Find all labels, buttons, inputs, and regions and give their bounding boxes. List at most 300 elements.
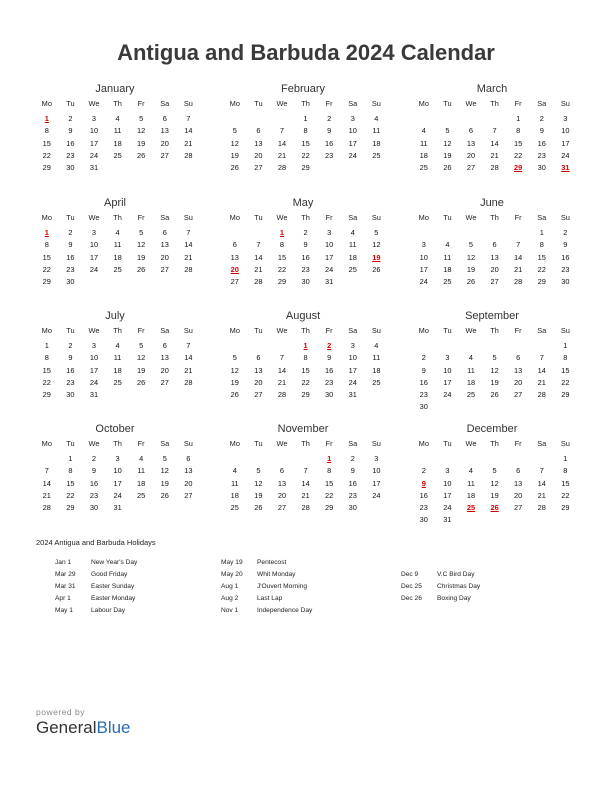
weekday-label: Tu bbox=[443, 326, 452, 335]
day-cell: 10 bbox=[325, 240, 334, 250]
day-cell: 4 bbox=[350, 228, 355, 238]
day-cell: 26 bbox=[230, 162, 239, 172]
day-cell: 21 bbox=[301, 490, 310, 500]
weekday-label: We bbox=[276, 439, 288, 448]
day-cell: 30 bbox=[301, 276, 310, 286]
empty-cell bbox=[35, 453, 59, 465]
day-cell: 10 bbox=[89, 353, 99, 363]
holiday-name: Whit Monday bbox=[257, 571, 296, 578]
day-cell: 19 bbox=[230, 377, 239, 387]
holiday-name: Boxing Day bbox=[437, 595, 471, 602]
day-cell: 28 bbox=[42, 502, 51, 512]
day-cell: 23 bbox=[419, 389, 428, 399]
day-cell: 21 bbox=[514, 264, 523, 274]
weekday-label: Su bbox=[560, 326, 570, 335]
day-cell: 31 bbox=[443, 515, 452, 525]
weekday-label: Su bbox=[183, 439, 193, 448]
day-cell: 12 bbox=[230, 138, 239, 148]
weekday-label: Su bbox=[183, 99, 193, 108]
weekday-label: Tu bbox=[66, 326, 75, 335]
day-cell: 21 bbox=[42, 490, 51, 500]
empty-cell bbox=[270, 453, 294, 465]
day-cell: 9 bbox=[68, 126, 73, 136]
day-cell: 19 bbox=[137, 138, 146, 148]
holiday-day: 19 bbox=[372, 252, 381, 262]
holiday-name: Pentecost bbox=[257, 559, 287, 566]
weekday-label: Mo bbox=[418, 326, 429, 335]
weekday-label: Th bbox=[301, 326, 310, 335]
day-cell: 10 bbox=[419, 252, 428, 262]
day-cell: 26 bbox=[254, 502, 263, 512]
weekday-header bbox=[223, 98, 382, 110]
day-cell: 16 bbox=[419, 377, 428, 387]
month-april bbox=[36, 196, 194, 288]
holiday-date: May 20 bbox=[221, 571, 243, 578]
day-cell: 16 bbox=[561, 252, 570, 262]
day-cell: 28 bbox=[254, 276, 263, 286]
empty-cell bbox=[412, 113, 436, 125]
day-cell: 12 bbox=[137, 353, 146, 363]
weekday-label: Sa bbox=[160, 326, 170, 335]
day-cell: 18 bbox=[372, 138, 381, 148]
day-cell: 8 bbox=[516, 126, 521, 136]
day-cell: 8 bbox=[44, 353, 49, 363]
day-cell: 5 bbox=[374, 228, 379, 238]
day-cell: 21 bbox=[184, 252, 193, 262]
day-cell: 21 bbox=[254, 264, 263, 274]
holiday-date: May 1 bbox=[55, 607, 73, 614]
day-cell: 20 bbox=[160, 138, 169, 148]
day-cell: 22 bbox=[301, 150, 310, 160]
holidays-title: 2024 Antigua and Barbuda Holidays bbox=[36, 538, 156, 547]
holiday-name: J'Ouvert Morning bbox=[257, 583, 307, 590]
weekday-header bbox=[223, 212, 382, 224]
day-cell: 27 bbox=[514, 389, 523, 399]
day-cell: 20 bbox=[466, 150, 476, 160]
day-cell: 6 bbox=[279, 466, 285, 476]
holiday-row bbox=[401, 557, 480, 569]
weekday-label: Sa bbox=[160, 213, 170, 222]
day-cell: 6 bbox=[162, 341, 167, 351]
holiday-row bbox=[55, 605, 137, 617]
day-cell: 3 bbox=[374, 454, 379, 464]
day-cell: 5 bbox=[492, 353, 497, 363]
weekday-label: Th bbox=[301, 99, 310, 108]
weekday-label: Su bbox=[183, 326, 193, 335]
weekday-label: Mo bbox=[418, 99, 429, 108]
weekday-label: Fr bbox=[325, 326, 333, 335]
empty-cell bbox=[270, 113, 294, 125]
day-cell: 8 bbox=[68, 466, 73, 476]
empty-cell bbox=[270, 340, 294, 352]
day-cell: 26 bbox=[372, 264, 381, 274]
month-name: August bbox=[285, 310, 321, 322]
weekday-header bbox=[35, 98, 194, 110]
day-cell: 11 bbox=[113, 353, 122, 363]
day-cell: 16 bbox=[537, 138, 546, 148]
day-cell: 17 bbox=[325, 252, 334, 262]
holiday-name: Easter Monday bbox=[91, 595, 136, 602]
day-cell: 21 bbox=[490, 150, 499, 160]
day-cell: 17 bbox=[443, 490, 452, 500]
day-cell: 14 bbox=[490, 138, 499, 148]
day-cell: 4 bbox=[139, 454, 144, 464]
day-cell: 10 bbox=[348, 126, 357, 136]
day-cell: 7 bbox=[492, 126, 497, 136]
day-cell: 19 bbox=[443, 150, 452, 160]
day-cell: 19 bbox=[490, 377, 499, 387]
day-cell: 21 bbox=[537, 377, 546, 387]
day-cell: 31 bbox=[89, 162, 99, 172]
day-cell: 7 bbox=[539, 353, 544, 363]
holiday-name: Independence Day bbox=[257, 607, 313, 614]
day-cell: 18 bbox=[419, 150, 428, 160]
day-grid bbox=[35, 113, 194, 174]
day-cell: 25 bbox=[137, 490, 146, 500]
weekday-label: Fr bbox=[325, 213, 333, 222]
holiday-day: 9 bbox=[421, 478, 426, 488]
day-cell: 8 bbox=[303, 126, 308, 136]
month-name: November bbox=[277, 423, 329, 435]
weekday-label: Sa bbox=[537, 99, 547, 108]
weekday-label: Fr bbox=[514, 326, 522, 335]
day-cell: 18 bbox=[443, 264, 452, 274]
day-cell: 23 bbox=[419, 502, 428, 512]
day-cell: 17 bbox=[89, 138, 99, 148]
day-cell: 1 bbox=[68, 454, 73, 464]
month-september bbox=[413, 309, 571, 413]
day-cell: 13 bbox=[160, 240, 169, 250]
brand-logo bbox=[36, 718, 131, 738]
day-cell: 15 bbox=[561, 478, 570, 488]
empty-cell bbox=[412, 227, 436, 239]
day-cell: 27 bbox=[184, 490, 193, 500]
month-name: September bbox=[465, 310, 519, 322]
day-cell: 17 bbox=[113, 478, 122, 488]
day-cell: 25 bbox=[372, 377, 381, 387]
day-cell: 6 bbox=[492, 240, 497, 250]
day-cell: 28 bbox=[184, 264, 193, 274]
day-cell: 26 bbox=[466, 276, 476, 286]
weekday-header bbox=[412, 438, 571, 450]
day-cell: 23 bbox=[89, 490, 99, 500]
day-cell: 4 bbox=[374, 341, 379, 351]
day-cell: 16 bbox=[325, 365, 334, 375]
weekday-header bbox=[35, 212, 194, 224]
empty-cell bbox=[247, 113, 271, 125]
empty-cell bbox=[459, 113, 483, 125]
day-cell: 20 bbox=[160, 252, 169, 262]
weekday-label: Tu bbox=[254, 439, 263, 448]
weekday-label: Fr bbox=[514, 99, 522, 108]
day-cell: 18 bbox=[348, 252, 357, 262]
holiday-row bbox=[221, 605, 312, 617]
day-cell: 26 bbox=[137, 264, 146, 274]
day-cell: 20 bbox=[490, 264, 499, 274]
day-cell: 27 bbox=[254, 389, 263, 399]
day-cell: 5 bbox=[492, 466, 497, 476]
day-cell: 2 bbox=[68, 114, 73, 124]
day-cell: 19 bbox=[160, 478, 169, 488]
day-cell: 16 bbox=[348, 478, 357, 488]
holiday-row bbox=[55, 557, 137, 569]
holiday-row bbox=[55, 593, 137, 605]
weekday-label: Su bbox=[560, 99, 570, 108]
holiday-row bbox=[401, 581, 480, 593]
weekday-header bbox=[223, 325, 382, 337]
day-cell: 13 bbox=[184, 466, 193, 476]
weekday-label: Sa bbox=[537, 439, 547, 448]
day-cell: 10 bbox=[372, 466, 381, 476]
day-cell: 20 bbox=[160, 365, 169, 375]
weekday-label: Tu bbox=[66, 439, 75, 448]
day-cell: 17 bbox=[443, 377, 452, 387]
day-cell: 22 bbox=[277, 264, 287, 274]
day-cell: 1 bbox=[303, 114, 308, 124]
day-cell: 25 bbox=[419, 162, 428, 172]
holiday-row bbox=[221, 569, 312, 581]
day-cell: 15 bbox=[325, 478, 334, 488]
day-cell: 22 bbox=[537, 264, 546, 274]
weekday-header bbox=[412, 212, 571, 224]
day-grid bbox=[223, 453, 382, 514]
day-cell: 21 bbox=[537, 490, 546, 500]
holiday-day: 1 bbox=[303, 341, 308, 351]
day-cell: 29 bbox=[325, 502, 334, 512]
day-cell: 24 bbox=[348, 377, 357, 387]
month-march bbox=[413, 82, 571, 174]
day-cell: 25 bbox=[348, 264, 357, 274]
day-cell: 25 bbox=[372, 150, 381, 160]
day-cell: 5 bbox=[445, 126, 450, 136]
weekday-label: Sa bbox=[348, 439, 358, 448]
day-cell: 16 bbox=[66, 365, 75, 375]
holiday-row bbox=[55, 581, 137, 593]
empty-cell bbox=[294, 453, 318, 465]
day-cell: 20 bbox=[184, 478, 193, 488]
day-grid bbox=[412, 340, 571, 413]
weekday-label: Fr bbox=[137, 326, 145, 335]
day-cell: 3 bbox=[421, 240, 426, 250]
day-cell: 12 bbox=[137, 240, 146, 250]
day-cell: 29 bbox=[42, 389, 51, 399]
day-cell: 9 bbox=[421, 365, 426, 375]
day-cell: 15 bbox=[301, 365, 310, 375]
day-cell: 13 bbox=[514, 478, 523, 488]
day-cell: 13 bbox=[230, 252, 239, 262]
empty-cell bbox=[247, 453, 271, 465]
day-cell: 14 bbox=[184, 126, 193, 136]
day-cell: 18 bbox=[230, 490, 239, 500]
day-cell: 15 bbox=[301, 138, 310, 148]
weekday-label: Sa bbox=[348, 326, 358, 335]
day-cell: 3 bbox=[327, 228, 332, 238]
day-cell: 28 bbox=[490, 162, 499, 172]
day-cell: 9 bbox=[68, 353, 73, 363]
weekday-label: Sa bbox=[348, 99, 358, 108]
empty-cell bbox=[412, 340, 436, 352]
day-cell: 23 bbox=[66, 150, 75, 160]
day-cell: 30 bbox=[537, 162, 546, 172]
day-cell: 6 bbox=[256, 126, 261, 136]
day-cell: 27 bbox=[160, 377, 169, 387]
day-cell: 15 bbox=[277, 252, 287, 262]
day-cell: 14 bbox=[184, 240, 193, 250]
holiday-row bbox=[401, 593, 480, 605]
day-cell: 26 bbox=[137, 150, 146, 160]
month-december bbox=[413, 422, 571, 526]
day-cell: 7 bbox=[186, 341, 191, 351]
day-cell: 25 bbox=[443, 276, 452, 286]
holiday-name: Good Friday bbox=[91, 571, 128, 578]
month-name: April bbox=[103, 197, 126, 209]
holiday-row bbox=[401, 569, 480, 581]
weekday-label: Fr bbox=[514, 213, 522, 222]
day-cell: 23 bbox=[66, 377, 75, 387]
day-cell: 15 bbox=[514, 138, 523, 148]
day-cell: 5 bbox=[232, 126, 237, 136]
day-cell: 6 bbox=[468, 126, 474, 136]
holiday-name: Labour Day bbox=[91, 607, 126, 614]
day-cell: 30 bbox=[66, 162, 75, 172]
day-grid bbox=[412, 453, 571, 526]
day-cell: 29 bbox=[561, 389, 570, 399]
weekday-label: Mo bbox=[229, 213, 240, 222]
weekday-label: We bbox=[465, 213, 477, 222]
empty-cell bbox=[483, 453, 507, 465]
empty-cell bbox=[436, 113, 460, 125]
empty-cell bbox=[459, 227, 483, 239]
day-cell: 30 bbox=[89, 502, 99, 512]
weekday-label: Th bbox=[490, 326, 499, 335]
day-cell: 24 bbox=[89, 377, 99, 387]
day-cell: 4 bbox=[374, 114, 379, 124]
day-cell: 22 bbox=[561, 377, 570, 387]
day-cell: 27 bbox=[514, 502, 523, 512]
holiday-column bbox=[55, 557, 137, 617]
day-cell: 24 bbox=[113, 490, 122, 500]
day-cell: 19 bbox=[137, 365, 146, 375]
brand-general: General bbox=[36, 718, 97, 737]
day-cell: 18 bbox=[113, 252, 122, 262]
empty-cell bbox=[506, 340, 530, 352]
day-cell: 8 bbox=[327, 466, 332, 476]
month-october bbox=[36, 422, 194, 514]
weekday-label: Mo bbox=[229, 99, 240, 108]
day-cell: 8 bbox=[303, 353, 308, 363]
day-cell: 4 bbox=[115, 114, 120, 124]
day-cell: 7 bbox=[186, 114, 191, 124]
day-cell: 4 bbox=[445, 240, 450, 250]
day-cell: 7 bbox=[44, 466, 49, 476]
day-cell: 5 bbox=[162, 454, 167, 464]
holiday-name: Christmas Day bbox=[437, 583, 481, 590]
day-cell: 12 bbox=[466, 252, 476, 262]
empty-cell bbox=[436, 453, 460, 465]
day-cell: 11 bbox=[348, 240, 357, 250]
holiday-date: Nov 1 bbox=[221, 607, 239, 614]
empty-cell bbox=[459, 340, 483, 352]
weekday-label: Fr bbox=[137, 439, 145, 448]
day-cell: 2 bbox=[539, 114, 544, 124]
day-cell: 29 bbox=[301, 162, 310, 172]
weekday-label: We bbox=[465, 439, 477, 448]
holiday-date: Jan 1 bbox=[55, 559, 72, 566]
weekday-header bbox=[223, 438, 382, 450]
empty-cell bbox=[506, 227, 530, 239]
weekday-label: We bbox=[465, 99, 477, 108]
day-cell: 26 bbox=[137, 377, 146, 387]
day-cell: 24 bbox=[372, 490, 381, 500]
holiday-date: Dec 25 bbox=[401, 583, 422, 590]
day-cell: 9 bbox=[563, 240, 568, 250]
day-cell: 5 bbox=[139, 341, 144, 351]
day-cell: 14 bbox=[184, 353, 193, 363]
holiday-date: Dec 9 bbox=[401, 571, 419, 578]
day-cell: 24 bbox=[419, 276, 428, 286]
day-cell: 4 bbox=[115, 228, 120, 238]
empty-cell bbox=[247, 340, 271, 352]
day-cell: 30 bbox=[419, 515, 428, 525]
day-cell: 30 bbox=[419, 402, 428, 412]
empty-cell bbox=[223, 340, 247, 352]
holiday-day: 20 bbox=[230, 264, 239, 274]
day-cell: 7 bbox=[279, 353, 285, 363]
day-cell: 7 bbox=[303, 466, 308, 476]
day-cell: 7 bbox=[516, 240, 521, 250]
day-cell: 21 bbox=[184, 138, 193, 148]
weekday-label: Su bbox=[183, 213, 193, 222]
day-cell: 4 bbox=[468, 466, 474, 476]
day-cell: 2 bbox=[563, 228, 568, 238]
empty-cell bbox=[530, 453, 554, 465]
day-cell: 6 bbox=[162, 114, 167, 124]
weekday-label: Su bbox=[371, 439, 381, 448]
day-cell: 3 bbox=[91, 114, 97, 124]
day-cell: 9 bbox=[68, 240, 73, 250]
day-cell: 17 bbox=[89, 252, 99, 262]
empty-cell bbox=[247, 227, 271, 239]
month-january bbox=[36, 82, 194, 174]
day-cell: 20 bbox=[514, 377, 523, 387]
day-cell: 16 bbox=[419, 490, 428, 500]
day-cell: 14 bbox=[254, 252, 263, 262]
day-cell: 16 bbox=[89, 478, 99, 488]
month-name: July bbox=[105, 310, 125, 322]
month-name: June bbox=[480, 197, 504, 209]
day-cell: 23 bbox=[325, 150, 334, 160]
day-cell: 11 bbox=[419, 138, 428, 148]
day-cell: 13 bbox=[254, 138, 263, 148]
day-cell: 2 bbox=[327, 114, 332, 124]
holiday-day: 29 bbox=[514, 162, 523, 172]
day-cell: 11 bbox=[372, 353, 381, 363]
day-cell: 23 bbox=[66, 264, 75, 274]
day-cell: 15 bbox=[42, 365, 51, 375]
month-november bbox=[224, 422, 382, 514]
day-cell: 1 bbox=[539, 228, 544, 238]
holiday-day: 1 bbox=[279, 228, 285, 238]
day-cell: 9 bbox=[303, 240, 308, 250]
day-cell: 14 bbox=[514, 252, 523, 262]
day-cell: 19 bbox=[466, 264, 476, 274]
day-cell: 8 bbox=[44, 240, 49, 250]
day-cell: 22 bbox=[561, 490, 570, 500]
day-cell: 8 bbox=[44, 126, 49, 136]
day-cell: 12 bbox=[490, 365, 499, 375]
day-cell: 28 bbox=[184, 377, 193, 387]
holiday-column bbox=[221, 557, 312, 617]
